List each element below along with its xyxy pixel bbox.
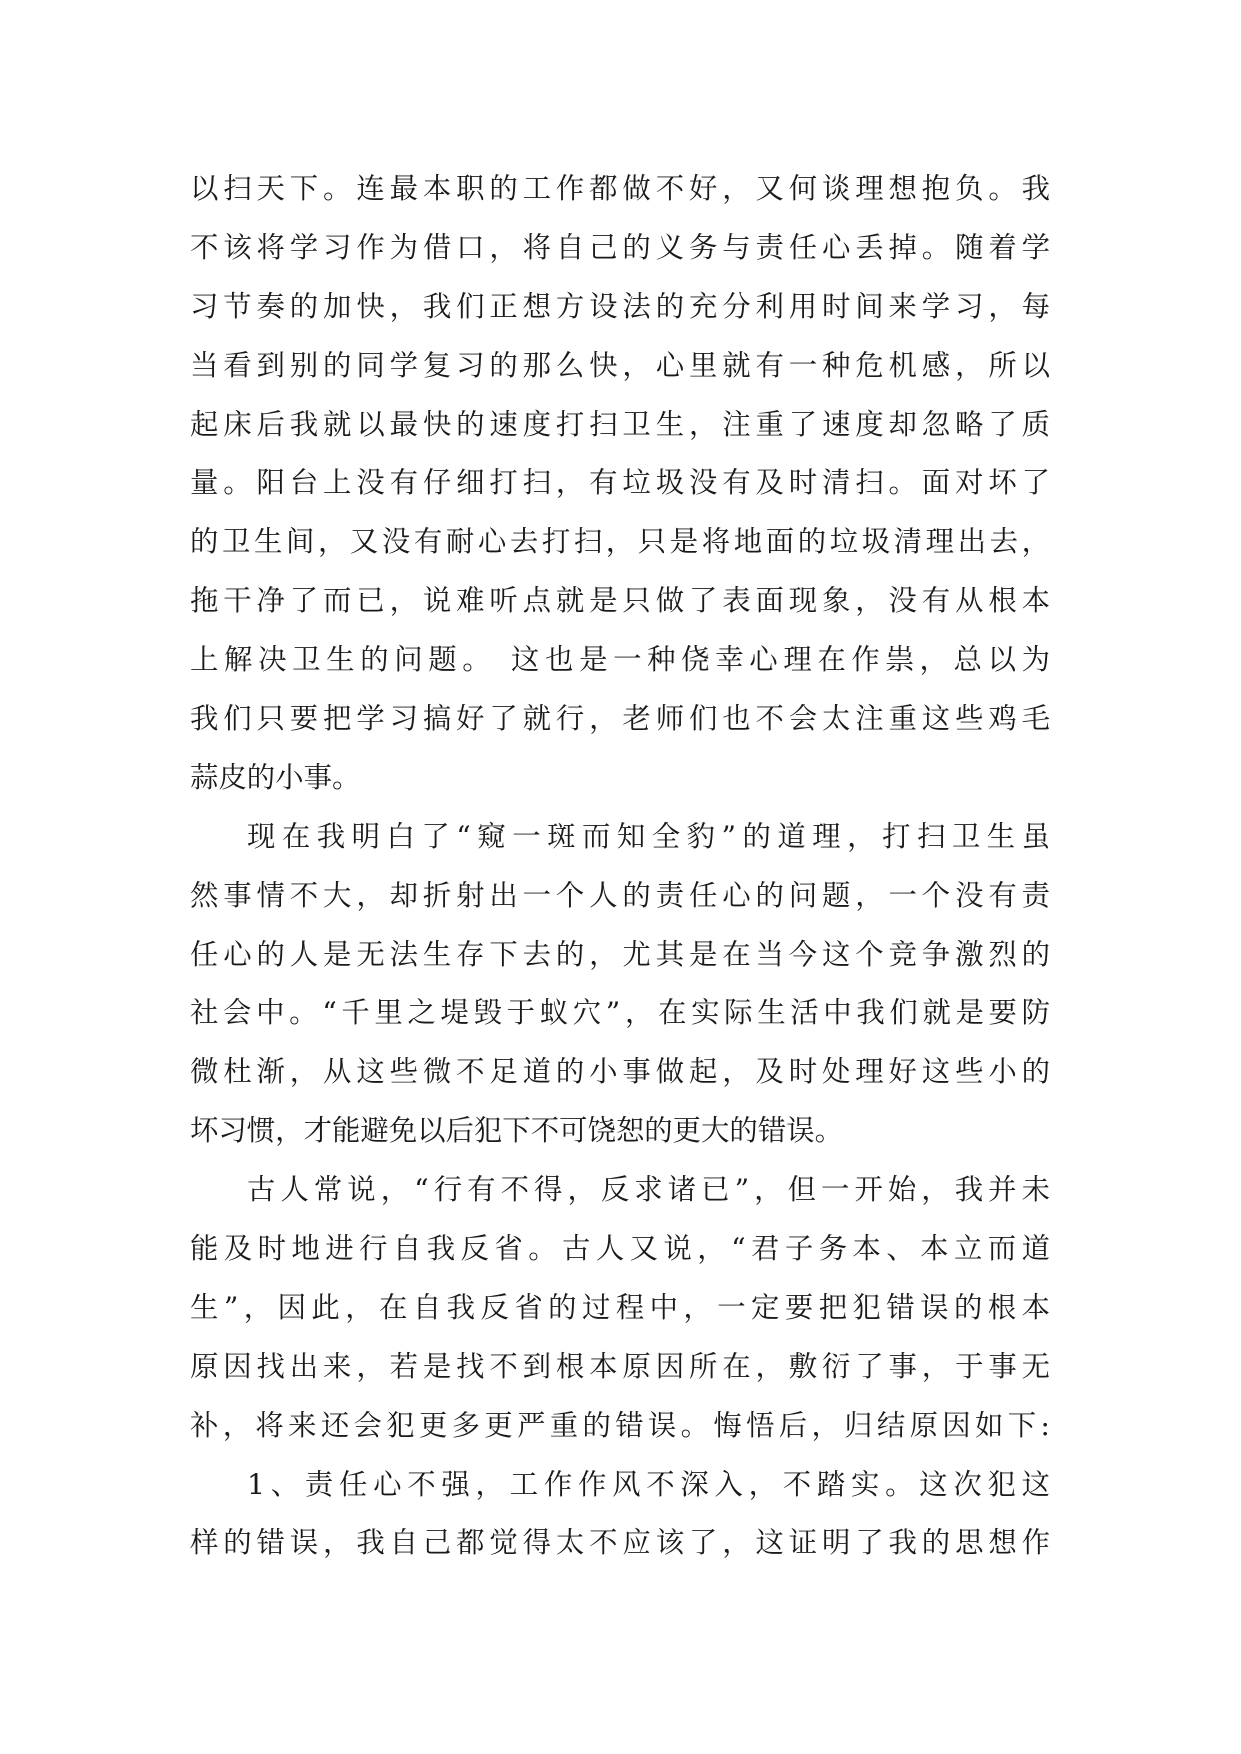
text-line: 坏习惯，才能避免以后犯下不可饶恕的更大的错误。 xyxy=(190,1114,843,1148)
text-line: 以扫天下。连最本职的工作都做不好，又何谈理想抱负。我 xyxy=(190,172,1050,205)
text-line: 我们只要把学习搞好了就行，老师们也不会太注重这些鸡毛 xyxy=(190,702,1050,736)
text-line: 微杜渐，从这些微不足道的小事做起，及时处理好这些小的 xyxy=(190,1055,1050,1089)
paragraph-start-line: 古人常说，“行有不得，反求诸已”，但一开始，我并未 xyxy=(247,1173,1050,1207)
text-line: 补，将来还会犯更多更严重的错误。悔悟后，归结原因如下: xyxy=(190,1408,1050,1442)
text-line: 量。阳台上没有仔细打扫，有垃圾没有及时清扫。面对坏了 xyxy=(190,466,1050,500)
text-line: 当看到别的同学复习的那么快，心里就有一种危机感，所以 xyxy=(190,348,1050,382)
text-line: 的卫生间，又没有耐心去打扫，只是将地面的垃圾清理出去， xyxy=(190,525,1050,559)
text-line: 原因找出来，若是找不到根本原因所在，敷衍了事，于事无 xyxy=(190,1349,1050,1383)
text-line: 起床后我就以最快的速度打扫卫生，注重了速度却忽略了质 xyxy=(190,407,1050,441)
text-line: 习节奏的加快，我们正想方设法的充分利用时间来学习，每 xyxy=(190,289,1050,323)
text-line: 拖干净了而已，说难听点就是只做了表面现象，没有从根本 xyxy=(190,584,1050,618)
paragraph-start-line: 1、责任心不强，工作作风不深入，不踏实。这次犯这 xyxy=(247,1467,1050,1501)
text-line: 不该将学习作为借口，将自己的义务与责任心丢掉。随着学 xyxy=(190,230,1050,264)
text-line: 蒜皮的小事。 xyxy=(190,760,361,794)
text-line: 能及时地进行自我反省。古人又说，“君子务本、本立而道 xyxy=(190,1232,1050,1266)
paragraph-start-line: 现在我明白了“窥一斑而知全豹”的道理，打扫卫生虽 xyxy=(247,819,1050,853)
text-line: 任心的人是无法生存下去的，尤其是在当今这个竞争激烈的 xyxy=(190,937,1050,971)
document-body xyxy=(190,160,1050,1573)
text-line: 然事情不大，却折射出一个人的责任心的问题，一个没有责 xyxy=(190,878,1050,912)
text-line: 上解决卫生的问题。 这也是一种侥幸心理在作祟，总以为 xyxy=(190,643,1050,677)
text-line: 样的错误，我自己都觉得太不应该了，这证明了我的思想作 xyxy=(190,1526,1050,1560)
text-line: 生”，因此，在自我反省的过程中，一定要把犯错误的根本 xyxy=(190,1290,1050,1324)
text-line: 社会中。“千里之堤毁于蚁穴”，在实际生活中我们就是要防 xyxy=(190,996,1050,1030)
